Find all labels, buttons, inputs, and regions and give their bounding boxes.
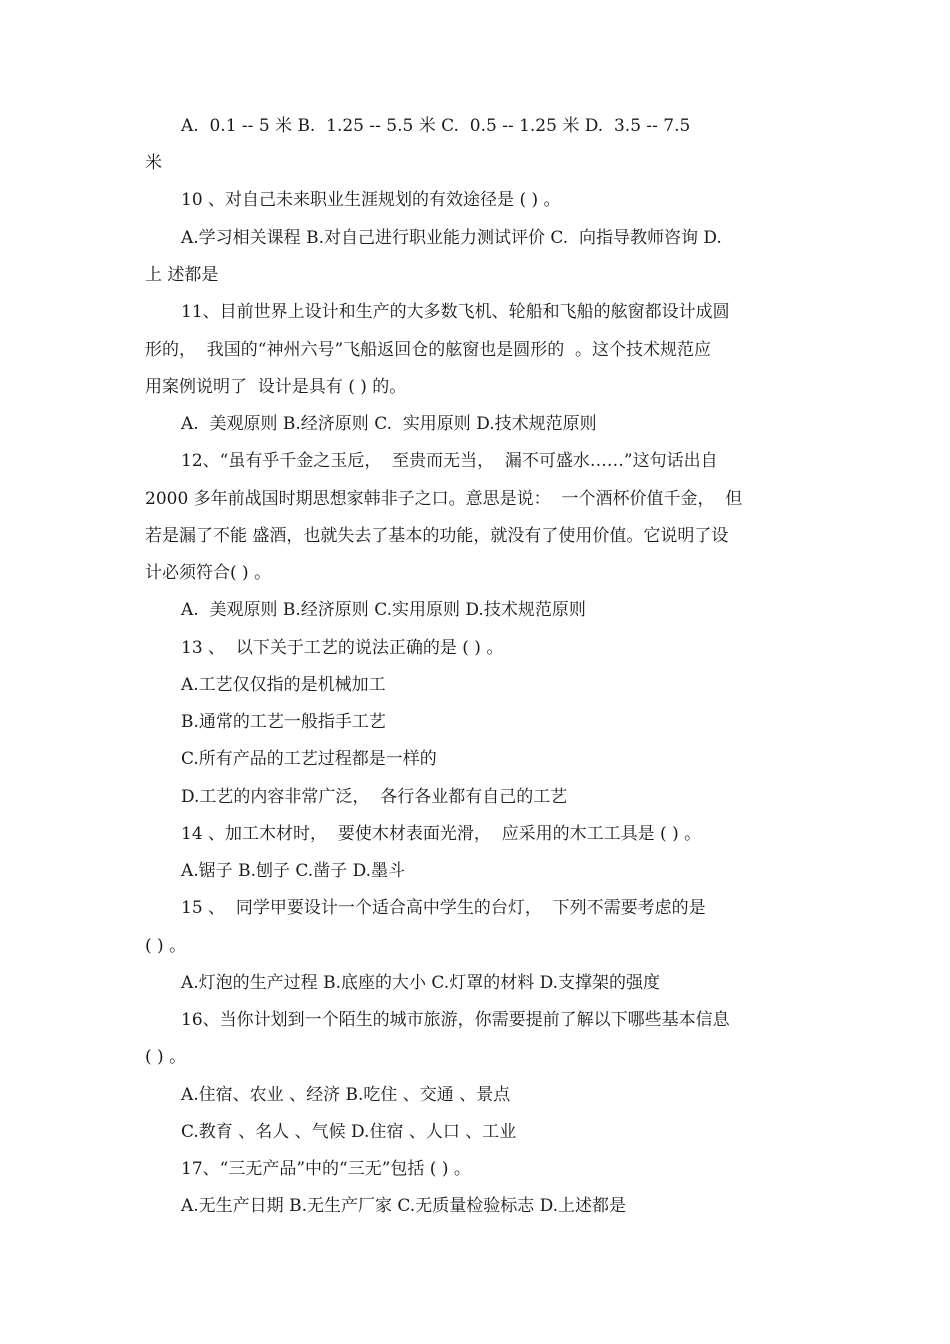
question-12-line-3: 若是漏了不能 盛酒，也就失去了基本的功能，就没有了使用价值。它说明了设 [145, 526, 729, 546]
question-16-line-2: ( ) 。 [145, 1047, 187, 1067]
question-10: 10 、对自己未来职业生涯规划的有效途径是 ( ) 。 [181, 190, 561, 210]
q9-options-line: A. 0.1 -- 5 米 B. 1.25 -- 5.5 米 C. 0.5 -- 1.25 米 D. 3.5 -- 7.5 [181, 116, 691, 136]
q12-options: A. 美观原则 B.经济原则 C.实用原则 D.技术规范原则 [181, 600, 586, 620]
question-15-line-1: 15 、 同学甲要设计一个适合高中学生的台灯， 下列不需要考虑的是 [181, 898, 706, 918]
q13-option-d: D.工艺的内容非常广泛， 各行各业都有自己的工艺 [181, 787, 568, 807]
question-12-line-2: 2000 多年前战国时期思想家韩非子之口。意思是说： 一个酒杯价值千金， 但 [145, 489, 743, 509]
question-13: 13 、 以下关于工艺的说法正确的是 ( ) 。 [181, 638, 504, 658]
q10-options-line: A.学习相关课程 B.对自己进行职业能力测试评价 C. 向指导教师咨询 D. [181, 228, 722, 248]
question-11-line-3: 用案例说明了 设计是具有 ( ) 的。 [145, 377, 407, 397]
question-15-line-2: ( ) 。 [145, 936, 187, 956]
q17-options: A.无生产日期 B.无生产厂家 C.无质量检验标志 D.上述都是 [181, 1196, 627, 1216]
question-16-line-1: 16、当你计划到一个陌生的城市旅游，你需要提前了解以下哪些基本信息 [181, 1010, 730, 1030]
q13-option-b: B.通常的工艺一般指手工艺 [181, 712, 386, 732]
question-12-line-4: 计必须符合( ) 。 [145, 563, 272, 583]
q16-options-cd: C.教育 、名人 、气候 D.住宿 、人口 、工业 [181, 1122, 517, 1142]
q16-options-ab: A.住宿、农业 、经济 B.吃住 、交通 、景点 [181, 1085, 511, 1105]
question-14: 14 、加工木材时， 要使木材表面光滑， 应采用的木工工具是 ( ) 。 [181, 824, 702, 844]
q11-options: A. 美观原则 B.经济原则 C. 实用原则 D.技术规范原则 [181, 414, 597, 434]
question-11-line-1: 11、目前世界上设计和生产的大多数飞机、轮船和飞船的舷窗都设计成圆 [181, 302, 730, 322]
q10-options-continuation: 上 述都是 [145, 265, 219, 285]
q15-options: A.灯泡的生产过程 B.底座的大小 C.灯罩的材料 D.支撑架的强度 [181, 973, 661, 993]
q13-option-a: A.工艺仅仅指的是机械加工 [181, 675, 386, 695]
question-17: 17、“三无产品”中的“三无”包括 ( ) 。 [181, 1159, 471, 1179]
question-12-line-1: 12、“虽有乎千金之玉卮， 至贵而无当， 漏不可盛水……”这句话出自 [181, 451, 718, 471]
q14-options: A.锯子 B.刨子 C.凿子 D.墨斗 [181, 861, 406, 881]
q13-option-c: C.所有产品的工艺过程都是一样的 [181, 749, 437, 769]
q9-options-continuation: 米 [145, 153, 162, 173]
question-11-line-2: 形的， 我国的“神州六号”飞船返回仓的舷窗也是圆形的 。这个技术规范应 [145, 340, 711, 360]
